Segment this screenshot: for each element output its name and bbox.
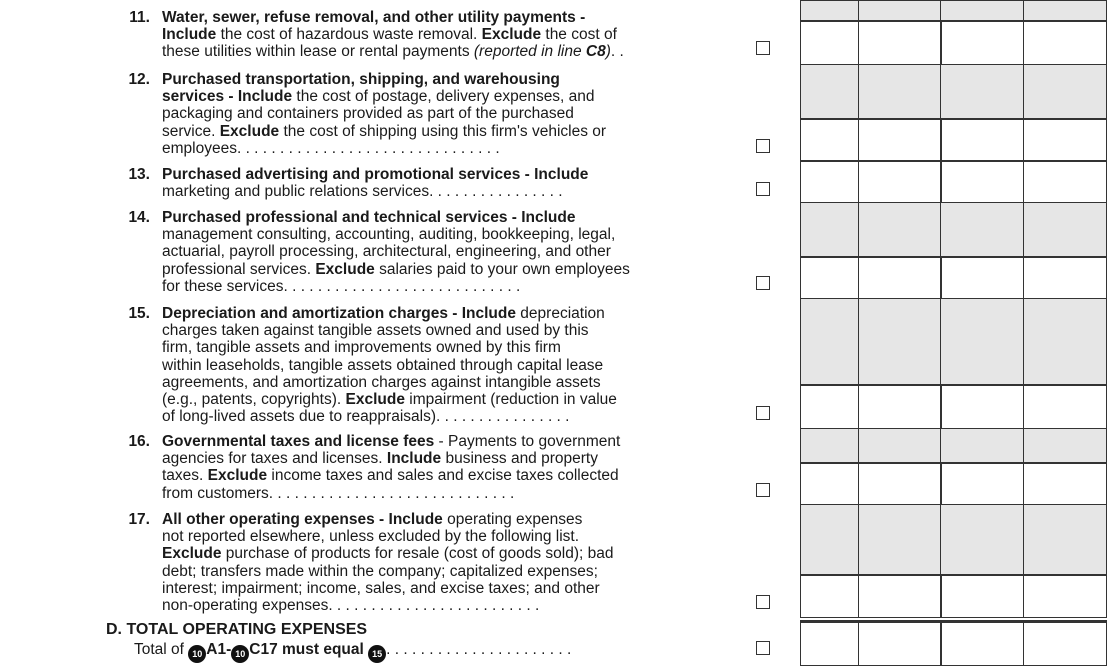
line-description: Purchased advertising and promotional services - Include marketing and public relations services. . . . . . . . . . . . . . . .: [162, 166, 589, 201]
item-badge-icon: 15: [368, 645, 386, 663]
line-16-checkbox[interactable]: [756, 483, 770, 497]
grid-row-14[interactable]: [800, 256, 1109, 300]
line-11-checkbox[interactable]: [756, 41, 770, 55]
line-number: 11.: [129, 9, 150, 26]
total-checkbox[interactable]: [756, 641, 770, 655]
line-number: 14.: [128, 209, 150, 226]
line-description: Depreciation and amortization charges - Include depreciation charges taken against tangible assets owned and used by this firm, tangible assets and improvements owned by this firm within leaseholds, tangible assets obtained through capital lease agreements, and amortization charges against intangible assets (e.g., patents, copyrights). Exclude impairment (reduction in value of long-lived assets due to reappraisals). . . . . . . . . . . . . . . .: [162, 305, 617, 426]
line-13-checkbox[interactable]: [756, 182, 770, 196]
total-range-start: A1-: [206, 641, 232, 658]
line-number: 13.: [128, 166, 150, 183]
line-description: Purchased transportation, shipping, and warehousing services - Include the cost of postage, delivery expenses, and packaging and containers provided as part of the purchased service. Exclude the cost of shipping using this firm's vehicles or employees. . . . . . . . . . . . . . . . . . . . . . . . . . . . . . .: [162, 71, 607, 157]
total-range-end: C17 must equal: [249, 641, 369, 658]
item-badge-icon: 10: [188, 645, 206, 663]
grid-row-17[interactable]: [800, 574, 1109, 618]
grid-row-header: [800, 0, 1109, 22]
line-description: Purchased professional and technical services - Include management consulting, accounting, auditing, bookkeeping, legal, actuarial, payroll processing, architectural, engineering, and other professional services. Exclude salaries paid to your own employees for these services. . . . . . . . . . . . . . . . . . . . . . . . . . . .: [162, 209, 630, 295]
grid-row-16[interactable]: [800, 462, 1109, 506]
grid-row-12[interactable]: [800, 118, 1109, 162]
line-number: 12.: [128, 71, 150, 88]
grid-row-12-shaded: [800, 64, 1109, 120]
grid-row-15[interactable]: [800, 384, 1109, 430]
grid-row-16-shaded: [800, 428, 1109, 464]
grid-row-14-shaded: [800, 202, 1109, 258]
section-d-heading: D. TOTAL OPERATING EXPENSES: [106, 621, 368, 638]
line-description: Water, sewer, refuse removal, and other utility payments - Include the cost of hazardous waste removal. Exclude the cost of these utilities within lease or rental payments (reported in line C8). .: [162, 9, 624, 61]
line-15-checkbox[interactable]: [756, 406, 770, 420]
line-number: 17.: [128, 511, 150, 528]
total-dots: . . . . . . . . . . . . . . . . . . . . . .: [386, 641, 572, 658]
item-badge-icon: 10: [231, 645, 249, 663]
line-number: 15.: [128, 305, 150, 322]
grid-row-13[interactable]: [800, 160, 1109, 204]
line-17-checkbox[interactable]: [756, 595, 770, 609]
grid-row-15-shaded: [800, 298, 1109, 386]
line-14-checkbox[interactable]: [756, 276, 770, 290]
grid-row-17-shaded: [800, 504, 1109, 576]
grid-row-total[interactable]: [800, 620, 1109, 666]
entry-grid: [800, 0, 1109, 666]
line-description: All other operating expenses - Include operating expenses not reported elsewhere, unless excluded by the following list. Exclude purchase of products for resale (cost of goods sold); bad debt; transfers made within the company; capitalized expenses; interest; impairment; income, sales, and excise taxes; and other non-operating expenses. . . . . . . . . . . . . . . . . . . . . . . . .: [162, 511, 614, 615]
line-number: 16.: [128, 433, 150, 450]
total-prefix: Total of: [134, 641, 189, 658]
line-description: Governmental taxes and license fees - Payments to government agencies for taxes and licenses. Include business and property taxes. Exclude income taxes and sales and excise taxes collected from customers. . . . . . . . . . . . . . . . . . . . . . . . . . . . .: [162, 433, 621, 502]
total-rule: [134, 641, 571, 663]
grid-row-11[interactable]: [800, 20, 1109, 66]
line-12-checkbox[interactable]: [756, 139, 770, 153]
